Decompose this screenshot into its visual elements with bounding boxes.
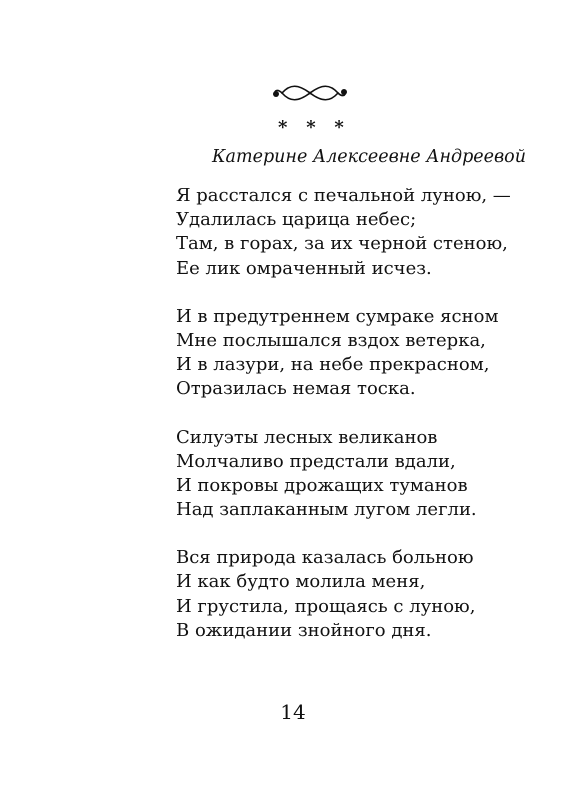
- stanza-3: [176, 426, 526, 523]
- poem-line: Мне послышался вздох ветерка,: [176, 329, 486, 351]
- poem-line: Над заплаканным лугом легли.: [176, 499, 477, 521]
- dedication: Катерине Алексеевне Андреевой: [212, 147, 526, 167]
- poem-line: Отразилась немая тоска.: [176, 378, 416, 400]
- stanza-4: [176, 546, 526, 643]
- poem-line: Там, в горах, за их черной стеною,: [176, 233, 508, 255]
- poem: [176, 184, 526, 667]
- stanza-2: [176, 305, 526, 402]
- poem-line: И грустила, прощаясь с луною,: [176, 595, 476, 617]
- poem-line: И как будто молила меня,: [176, 571, 426, 593]
- section-separator-stars: * * *: [278, 117, 344, 138]
- poem-line: Удалилась царица небес;: [176, 209, 417, 231]
- poem-line: В ожидании знойного дня.: [176, 619, 432, 641]
- poem-line: Молчаливо предстали вдали,: [176, 450, 456, 472]
- poem-line: Ее лик омраченный исчез.: [176, 257, 432, 279]
- poem-line: И покровы дрожащих туманов: [176, 474, 468, 496]
- poem-line: Вся природа казалась больною: [176, 547, 474, 569]
- poem-line: Я расстался с печальной луною, —: [176, 185, 511, 206]
- poem-line: Силуэты лесных великанов: [176, 426, 438, 448]
- flourish-ornament-icon: [270, 80, 350, 106]
- poem-line: И в лазури, на небе прекрасном,: [176, 354, 490, 376]
- stanza-1: [176, 184, 526, 281]
- poem-line: И в предутреннем сумраке ясном: [176, 305, 499, 327]
- page-number: 14: [280, 700, 306, 724]
